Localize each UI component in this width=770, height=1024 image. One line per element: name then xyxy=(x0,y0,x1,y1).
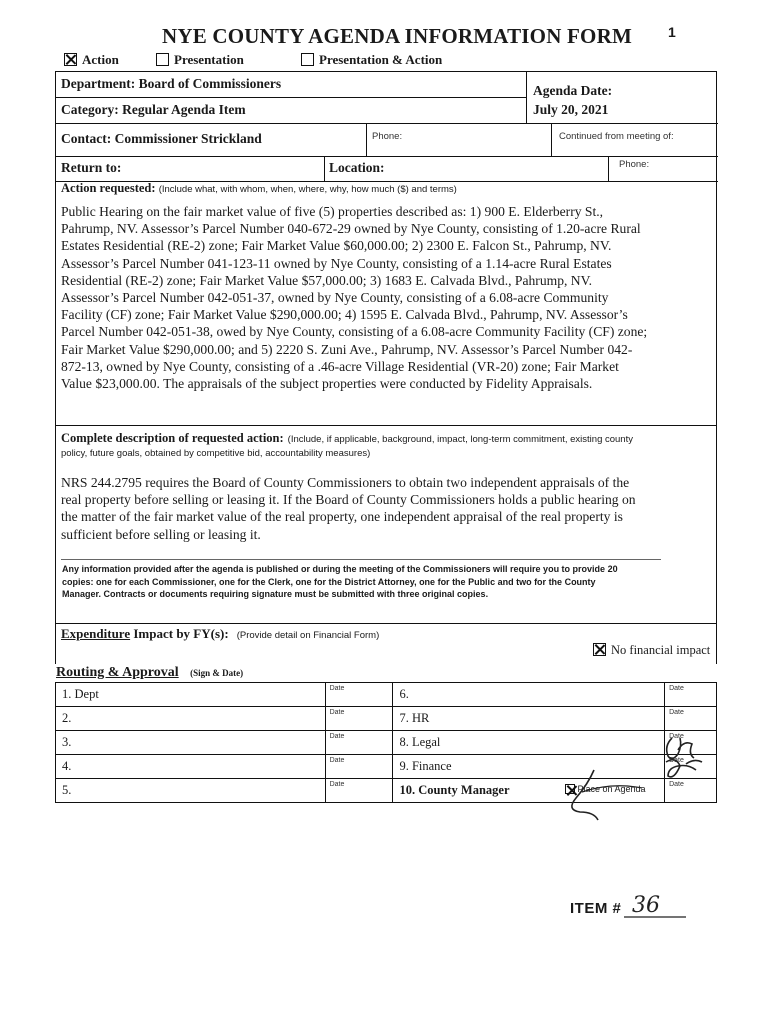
text-line: Assessor’s Parcel Number 042-051-37, owned by Nye County, consisting of a 6.08-acre Community xyxy=(61,290,609,306)
date-label: Date xyxy=(669,709,684,716)
divider xyxy=(61,559,661,560)
option-action-label: Action xyxy=(82,52,119,67)
item-number-label: ITEM # xyxy=(570,900,622,917)
divider xyxy=(324,156,325,181)
action-checkbox[interactable] xyxy=(64,53,77,66)
complete-description-label: Complete description of requested action: xyxy=(61,431,284,445)
action-requested-text xyxy=(61,203,716,392)
expenditure-word: Expenditure xyxy=(61,626,131,641)
county-manager-label: 10. County Manager xyxy=(399,783,510,797)
department-field: Department: Board of Commissioners xyxy=(61,76,282,91)
finance-initials-mark xyxy=(666,760,702,777)
date-label: Date xyxy=(329,781,345,788)
text-line: NRS 244.2795 requires the Board of County Commissioners to obtain two independent appraisals of the xyxy=(61,475,630,490)
phone-label-2: Phone: xyxy=(619,159,650,170)
routing-title: Routing & Approval xyxy=(56,665,179,680)
disclaimer-line: copies: one for each Commissioner, one for the Clerk, one for the District Attorney, one for the Public and two for the County xyxy=(62,576,596,587)
divider xyxy=(608,156,609,181)
option-presentation-action-label: Presentation & Action xyxy=(319,52,443,67)
date-cell[interactable] xyxy=(325,731,393,755)
routing-cell[interactable]: 9. Finance xyxy=(393,755,665,779)
routing-cell[interactable]: 6. xyxy=(393,683,665,707)
text-line: Assessor’s Parcel Number 041-123-11 owned by Nye County, consisting of a 1.14-acre Rural Estates xyxy=(61,255,612,271)
text-line: Value $23,000.00. The appraisals of the subject properties were conducted by Fidelity Appraisals. xyxy=(61,376,593,392)
date-label: Date xyxy=(329,757,345,764)
expenditure-heading xyxy=(61,625,379,643)
phone-label: Phone: xyxy=(372,131,403,142)
text-line: Fair Market Value $290,000.00; and 5) 2220 S. Zuni Ave., Pahrump, NV. Assessor’s Parcel Number 042- xyxy=(61,341,633,357)
date-label: Date xyxy=(669,757,684,764)
handwritten-signatures xyxy=(560,728,720,828)
expenditure-section xyxy=(55,621,717,664)
location-field: Location: xyxy=(329,160,385,175)
divider xyxy=(56,97,526,98)
action-requested-heading xyxy=(61,181,457,196)
page-number: 1 xyxy=(668,24,676,40)
text-line: Pahrump, NV. Assessor’s Parcel Number 040-672-29 owned by Nye County, consisting of 1.20-acre Rural xyxy=(61,221,641,237)
option-presentation[interactable] xyxy=(156,52,244,68)
date-cell[interactable] xyxy=(665,683,717,707)
date-label: Date xyxy=(669,781,684,788)
text-line: the matter of the fair market value of the real property, one independent appraisal of the real property is xyxy=(61,509,623,525)
routing-cell[interactable]: 1. Dept xyxy=(56,683,326,707)
routing-cell[interactable]: 4. xyxy=(56,755,326,779)
date-label: Date xyxy=(669,685,684,692)
option-presentation-action[interactable] xyxy=(301,52,442,68)
text-line: Facility (CF) zone; Fair Market Value $290,000.00; 4) 1595 E. Calvada Blvd., Pahrump, NV. Assessor’s xyxy=(61,307,628,323)
complete-description-heading xyxy=(61,429,711,459)
contact-field: Contact: Commissioner Strickland xyxy=(61,131,262,146)
option-presentation-label: Presentation xyxy=(174,52,244,67)
disclaimer-line: Any information provided after the agenda is published or during the meeting of the Commissioners will require you to provide 20 xyxy=(62,564,618,574)
routing-cell[interactable]: 5. xyxy=(56,779,326,803)
text-line: Residential (RE-2) zone; Fair Market Value $57,000.00; 3) 1683 E. Calvada Blvd., Pahrump, NV. xyxy=(61,272,593,288)
date-cell[interactable] xyxy=(325,779,393,803)
option-action[interactable] xyxy=(64,52,119,68)
county-manager-signature-mark xyxy=(572,770,598,820)
routing-note: (Sign & Date) xyxy=(190,668,244,678)
text-line: Estates Residential (RE-2) zone; Fair Market Value $60,000.00; 2) 2300 E. Falcon St., Pahrump, NV. xyxy=(61,238,612,254)
date-cell[interactable] xyxy=(325,707,393,731)
complete-description-note: (Include, if applicable, background, impact, long-term commitment, existing county xyxy=(287,434,633,445)
routing-heading xyxy=(56,665,243,681)
item-number-handwritten xyxy=(622,890,692,922)
date-cell[interactable] xyxy=(325,683,393,707)
category-field: Category: Regular Agenda Item xyxy=(61,102,246,117)
complete-description-text xyxy=(61,474,716,543)
legal-initials-mark xyxy=(667,738,694,759)
text-line: Public Hearing on the fair market value of five (5) properties described as: 1) 900 E. Elderberry St., xyxy=(61,204,604,219)
divider xyxy=(56,123,718,124)
no-financial-impact-option[interactable] xyxy=(593,643,710,658)
no-financial-impact-checkbox[interactable] xyxy=(593,643,606,656)
routing-cell[interactable]: 8. Legal xyxy=(393,731,665,755)
divider xyxy=(526,72,527,123)
table-row xyxy=(56,707,717,731)
agenda-date-label: Agenda Date: xyxy=(533,83,613,98)
item-number-value: 36 xyxy=(632,893,660,918)
presentation-checkbox[interactable] xyxy=(156,53,169,66)
complete-description-note-2: policy, future goals, obtained by competitive bid, accountability measures) xyxy=(61,448,371,459)
date-label: Date xyxy=(329,733,345,740)
expenditure-note: (Provide detail on Financial Form) xyxy=(236,630,380,641)
return-to-field: Return to: xyxy=(61,160,122,175)
routing-cell[interactable]: 2. xyxy=(56,707,326,731)
routing-cell[interactable]: 7. HR xyxy=(393,707,665,731)
divider xyxy=(551,123,552,156)
expenditure-label: Impact by FY(s): xyxy=(130,626,229,641)
form-title: NYE COUNTY AGENDA INFORMATION FORM xyxy=(162,24,632,48)
routing-cell[interactable]: 3. xyxy=(56,731,326,755)
agenda-date-value: July 20, 2021 xyxy=(533,102,609,117)
date-cell[interactable] xyxy=(665,707,717,731)
table-row xyxy=(56,683,717,707)
presentation-action-checkbox[interactable] xyxy=(301,53,314,66)
place-on-agenda-label: Place on Agenda xyxy=(577,784,646,794)
text-line: real property before selling or leasing it. If the Board of County Commissioners holds a public hearing on xyxy=(61,492,636,508)
text-line: Parcel Number 042-051-38, owed by Nye County, consisting of a 6.08-acre Community Facility (CF) zone; xyxy=(61,324,648,340)
disclaimer-line: Manager. Contracts or documents requiring signature must be submitted with three original copies. xyxy=(62,589,489,599)
text-line: sufficient before selling or leasing it. xyxy=(61,526,261,542)
signature-stroke xyxy=(582,786,642,792)
action-requested-note: (Include what, with whom, when, where, why, how much ($) and terms) xyxy=(158,184,457,195)
date-cell[interactable] xyxy=(325,755,393,779)
form-frame xyxy=(55,71,717,426)
text-line: 872-13, owned by Nye County, consisting of a .46-acre Village Residential (VR-20) zone; Fair Market xyxy=(61,358,619,374)
date-label: Date xyxy=(329,685,345,692)
date-label: Date xyxy=(329,709,345,716)
disclaimer-text xyxy=(62,563,712,601)
no-financial-impact-label: No financial impact xyxy=(611,643,711,657)
continued-label: Continued from meeting of: xyxy=(559,131,674,142)
divider xyxy=(56,156,718,157)
action-requested-label: Action requested: xyxy=(61,181,156,195)
divider xyxy=(366,123,367,156)
date-label: Date xyxy=(669,733,684,740)
